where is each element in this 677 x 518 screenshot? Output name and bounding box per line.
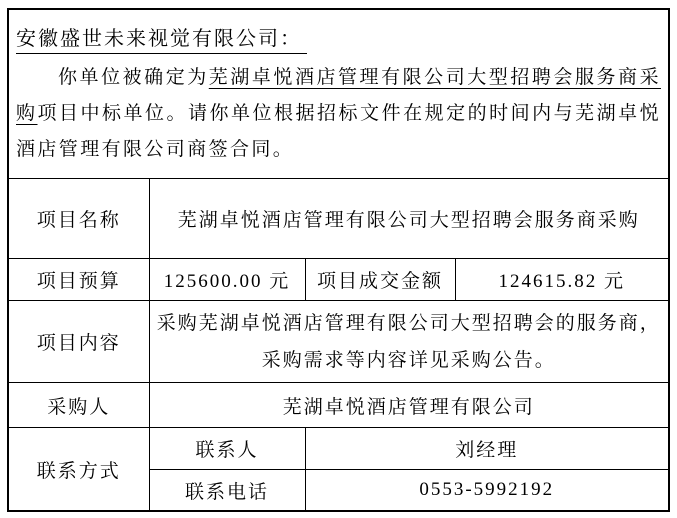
recipient-name: 安徽盛世未来视觉有限公司： (16, 28, 307, 54)
notice-document-page (7, 8, 670, 512)
row-project-content (9, 301, 668, 383)
project-content-value (149, 301, 668, 383)
project-content-line2: 采购需求等内容详见采购公告。 (261, 349, 556, 371)
project-title-underlined: 芜湖卓悦酒店管理有限公司大型招聘会服务商采购 (16, 67, 661, 124)
project-name-label: 项目名称 (9, 179, 149, 259)
contact-person-label: 联系人 (149, 428, 305, 470)
award-info-table (9, 178, 668, 510)
notice-text-suffix: 项目中标单位。请你单位根据招标文件在规定的时间内与芜湖卓悦酒店管理有限公司商签合同。 (16, 103, 661, 160)
contact-person-value: 刘经理 (305, 428, 668, 470)
contact-label: 联系方式 (9, 428, 149, 510)
purchaser-value: 芜湖卓悦酒店管理有限公司 (149, 383, 668, 428)
deal-amount-label: 项目成交金额 (305, 259, 455, 301)
contact-phone-label: 联系电话 (149, 470, 305, 510)
purchaser-label: 采购人 (9, 383, 149, 428)
project-name-value: 芜湖卓悦酒店管理有限公司大型招聘会服务商采购 (149, 179, 668, 259)
row-project-name (9, 179, 668, 259)
contact-phone-value: 0553-5992192 (305, 470, 668, 510)
row-budget (9, 259, 668, 301)
recipient-line (16, 22, 661, 51)
letter-head (9, 10, 668, 178)
project-content-line1: 采购芜湖卓悦酒店管理有限公司大型招聘会的服务商， (156, 312, 661, 334)
deal-amount-value: 124615.82 元 (455, 259, 668, 301)
project-content-label: 项目内容 (9, 301, 149, 383)
row-purchaser (9, 383, 668, 428)
row-contact-person (9, 428, 668, 470)
notice-text-prefix: 你单位被确定为 (58, 67, 209, 88)
notice-paragraph (16, 60, 661, 168)
budget-value: 125600.00 元 (149, 259, 305, 301)
budget-label: 项目预算 (9, 259, 149, 301)
